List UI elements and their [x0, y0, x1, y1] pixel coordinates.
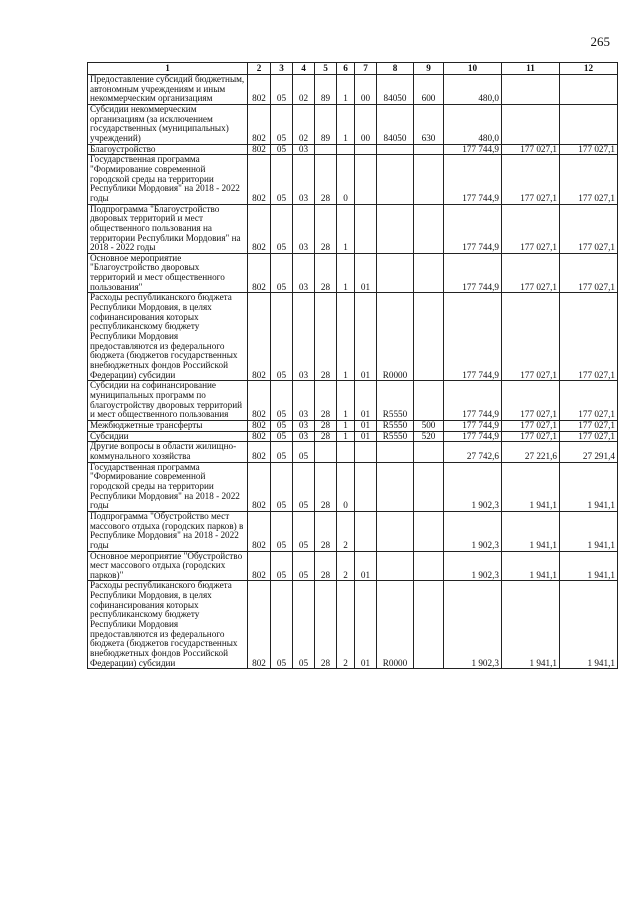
row-program: 28 — [315, 293, 337, 381]
row-name: Расходы республиканского бюджета Республики Мордовия, в целях софинансирования которых республиканскому бюджету Республики Мордовия предоставляются из федерального бюджета (бюджетов государственных внебюджетных фондов Российской Федерации) субсидии — [88, 581, 248, 669]
row-program — [315, 144, 337, 155]
row-amount-2022: 177 027,1 — [560, 381, 618, 421]
row-amount-2020: 177 744,9 — [444, 420, 502, 431]
row-subprogram: 1 — [337, 293, 355, 381]
row-subsection: 03 — [293, 420, 315, 431]
row-admin-code: 802 — [248, 204, 271, 253]
table-row — [88, 104, 618, 144]
row-admin-code: 802 — [248, 155, 271, 204]
row-amount-2022 — [560, 75, 618, 105]
row-section: 05 — [271, 155, 293, 204]
header-cell: 12 — [560, 63, 618, 75]
row-measure — [355, 442, 377, 462]
row-section: 05 — [271, 293, 293, 381]
row-name: Субсидии — [88, 431, 248, 442]
row-program: 28 — [315, 462, 337, 511]
row-direction — [377, 253, 414, 293]
row-program: 28 — [315, 551, 337, 581]
header-cell: 7 — [355, 63, 377, 75]
row-direction: 84050 — [377, 75, 414, 105]
row-subsection: 03 — [293, 144, 315, 155]
row-expense-type — [414, 581, 444, 669]
row-expense-type — [414, 462, 444, 511]
header-cell: 6 — [337, 63, 355, 75]
row-program: 28 — [315, 155, 337, 204]
row-subprogram: 1 — [337, 431, 355, 442]
row-amount-2021: 1 941,1 — [502, 462, 560, 511]
row-subprogram: 1 — [337, 381, 355, 421]
row-name: Благоустройство — [88, 144, 248, 155]
row-program: 28 — [315, 253, 337, 293]
row-amount-2020: 1 902,3 — [444, 511, 502, 551]
row-amount-2020: 177 744,9 — [444, 144, 502, 155]
row-measure — [355, 462, 377, 511]
row-program — [315, 442, 337, 462]
header-cell: 5 — [315, 63, 337, 75]
page-number: 265 — [590, 34, 610, 49]
row-name: Субсидии на софинансирование муниципальных программ по благоустройству дворовых территорий и мест общественного пользования — [88, 381, 248, 421]
row-amount-2022: 177 027,1 — [560, 431, 618, 442]
table-row — [88, 551, 618, 581]
row-subsection: 03 — [293, 155, 315, 204]
row-expense-type — [414, 381, 444, 421]
row-amount-2022: 177 027,1 — [560, 144, 618, 155]
row-amount-2020: 1 902,3 — [444, 462, 502, 511]
row-measure: 01 — [355, 581, 377, 669]
row-admin-code: 802 — [248, 551, 271, 581]
row-amount-2021 — [502, 104, 560, 144]
row-amount-2022: 1 941,1 — [560, 581, 618, 669]
row-subsection: 05 — [293, 581, 315, 669]
row-amount-2022: 177 027,1 — [560, 204, 618, 253]
row-subprogram — [337, 442, 355, 462]
row-amount-2021: 177 027,1 — [502, 381, 560, 421]
row-expense-type: 500 — [414, 420, 444, 431]
header-cell: 2 — [248, 63, 271, 75]
row-admin-code: 802 — [248, 381, 271, 421]
row-direction — [377, 551, 414, 581]
row-admin-code: 802 — [248, 104, 271, 144]
row-measure: 01 — [355, 420, 377, 431]
header-row — [88, 63, 618, 75]
row-measure — [355, 511, 377, 551]
row-name: Субсидии некоммерческим организациям (за исключением государственных (муниципальных) учреждений) — [88, 104, 248, 144]
table-row — [88, 462, 618, 511]
table-row — [88, 511, 618, 551]
row-program: 28 — [315, 381, 337, 421]
row-admin-code: 802 — [248, 144, 271, 155]
row-subprogram — [337, 144, 355, 155]
row-direction — [377, 155, 414, 204]
row-section: 05 — [271, 511, 293, 551]
row-measure — [355, 155, 377, 204]
row-section: 05 — [271, 204, 293, 253]
row-program: 28 — [315, 581, 337, 669]
row-program: 28 — [315, 204, 337, 253]
row-amount-2020: 480,0 — [444, 75, 502, 105]
row-measure: 01 — [355, 551, 377, 581]
row-subprogram: 0 — [337, 462, 355, 511]
row-subsection: 03 — [293, 253, 315, 293]
header-cell: 8 — [377, 63, 414, 75]
row-amount-2022: 1 941,1 — [560, 511, 618, 551]
row-section: 05 — [271, 420, 293, 431]
row-admin-code: 802 — [248, 253, 271, 293]
row-amount-2021: 177 027,1 — [502, 155, 560, 204]
row-expense-type — [414, 253, 444, 293]
table-row — [88, 75, 618, 105]
row-subsection: 05 — [293, 442, 315, 462]
row-measure: 01 — [355, 381, 377, 421]
row-expense-type — [414, 144, 444, 155]
header-cell: 1 — [88, 63, 248, 75]
row-expense-type: 600 — [414, 75, 444, 105]
row-name: Расходы республиканского бюджета Республики Мордовия, в целях софинансирования которых республиканскому бюджету Республики Мордовия предоставляются из федерального бюджета (бюджетов государственных внебюджетных фондов Российской Федерации) субсидии — [88, 293, 248, 381]
row-program: 89 — [315, 104, 337, 144]
row-amount-2021: 177 027,1 — [502, 144, 560, 155]
row-amount-2022 — [560, 104, 618, 144]
row-subsection: 03 — [293, 431, 315, 442]
row-section: 05 — [271, 75, 293, 105]
row-section: 05 — [271, 551, 293, 581]
row-direction: R5550 — [377, 431, 414, 442]
row-amount-2022: 177 027,1 — [560, 420, 618, 431]
table-row — [88, 442, 618, 462]
table-row — [88, 420, 618, 431]
row-name: Подпрограмма "Благоустройство дворовых территорий и мест общественного пользования на территории Республики Мордовия" на 2018 - 2022 годы — [88, 204, 248, 253]
row-subprogram: 1 — [337, 104, 355, 144]
row-amount-2020: 27 742,6 — [444, 442, 502, 462]
row-name: Государственная программа "Формирование современной городской среды на территории Республики Мордовия" на 2018 - 2022 годы — [88, 155, 248, 204]
row-amount-2021: 177 027,1 — [502, 204, 560, 253]
table-body — [88, 75, 618, 669]
table-row — [88, 155, 618, 204]
row-section: 05 — [271, 462, 293, 511]
row-amount-2020: 177 744,9 — [444, 155, 502, 204]
row-section: 05 — [271, 253, 293, 293]
row-name: Государственная программа "Формирование современной городской среды на территории Республики Мордовия" на 2018 - 2022 годы — [88, 462, 248, 511]
row-name: Основное мероприятие "Обустройство мест массового отдыха (городских парков)" — [88, 551, 248, 581]
row-amount-2020: 177 744,9 — [444, 431, 502, 442]
row-subsection: 05 — [293, 551, 315, 581]
row-subprogram: 2 — [337, 551, 355, 581]
row-program: 89 — [315, 75, 337, 105]
row-admin-code: 802 — [248, 420, 271, 431]
row-admin-code: 802 — [248, 581, 271, 669]
row-name: Другие вопросы в области жилищно-коммунального хозяйства — [88, 442, 248, 462]
row-amount-2021: 1 941,1 — [502, 581, 560, 669]
row-amount-2022: 27 291,4 — [560, 442, 618, 462]
budget-table — [87, 62, 618, 669]
row-amount-2021: 177 027,1 — [502, 431, 560, 442]
row-section: 05 — [271, 442, 293, 462]
row-section: 05 — [271, 144, 293, 155]
row-program: 28 — [315, 420, 337, 431]
header-cell: 9 — [414, 63, 444, 75]
row-expense-type — [414, 511, 444, 551]
row-expense-type — [414, 204, 444, 253]
row-amount-2020: 177 744,9 — [444, 253, 502, 293]
row-subsection: 02 — [293, 75, 315, 105]
row-subsection: 05 — [293, 511, 315, 551]
row-expense-type — [414, 442, 444, 462]
row-subprogram: 2 — [337, 581, 355, 669]
row-subsection: 03 — [293, 381, 315, 421]
row-amount-2021: 177 027,1 — [502, 293, 560, 381]
row-name: Основное мероприятие "Благоустройство дворовых территорий и мест общественного пользования" — [88, 253, 248, 293]
row-direction: R5550 — [377, 381, 414, 421]
row-subprogram: 0 — [337, 155, 355, 204]
row-direction — [377, 442, 414, 462]
row-amount-2021: 27 221,6 — [502, 442, 560, 462]
row-subsection: 03 — [293, 293, 315, 381]
row-admin-code: 802 — [248, 462, 271, 511]
row-subprogram: 1 — [337, 420, 355, 431]
row-amount-2021 — [502, 75, 560, 105]
header-cell: 10 — [444, 63, 502, 75]
row-subprogram: 2 — [337, 511, 355, 551]
row-subprogram: 1 — [337, 204, 355, 253]
row-section: 05 — [271, 581, 293, 669]
row-amount-2020: 177 744,9 — [444, 381, 502, 421]
row-amount-2021: 1 941,1 — [502, 511, 560, 551]
row-amount-2022: 177 027,1 — [560, 155, 618, 204]
row-expense-type — [414, 551, 444, 581]
row-amount-2020: 177 744,9 — [444, 204, 502, 253]
row-name: Предоставление субсидий бюджетным, автономным учреждениям и иным некоммерческим организациям — [88, 75, 248, 105]
row-amount-2022: 1 941,1 — [560, 462, 618, 511]
row-subsection: 02 — [293, 104, 315, 144]
row-direction — [377, 204, 414, 253]
row-amount-2020: 1 902,3 — [444, 551, 502, 581]
table-row — [88, 204, 618, 253]
row-measure — [355, 144, 377, 155]
header-cell: 4 — [293, 63, 315, 75]
row-measure — [355, 204, 377, 253]
row-admin-code: 802 — [248, 75, 271, 105]
row-direction: 84050 — [377, 104, 414, 144]
row-measure: 00 — [355, 104, 377, 144]
row-amount-2022: 177 027,1 — [560, 293, 618, 381]
row-amount-2020: 480,0 — [444, 104, 502, 144]
row-amount-2022: 1 941,1 — [560, 551, 618, 581]
row-admin-code: 802 — [248, 442, 271, 462]
row-program: 28 — [315, 511, 337, 551]
table-row — [88, 381, 618, 421]
row-name: Межбюджетные трансферты — [88, 420, 248, 431]
table-row — [88, 431, 618, 442]
row-subsection: 03 — [293, 204, 315, 253]
table-row — [88, 144, 618, 155]
row-measure: 00 — [355, 75, 377, 105]
row-amount-2020: 1 902,3 — [444, 581, 502, 669]
row-expense-type: 630 — [414, 104, 444, 144]
table-row — [88, 293, 618, 381]
row-subprogram: 1 — [337, 253, 355, 293]
row-section: 05 — [271, 104, 293, 144]
table-row — [88, 253, 618, 293]
row-direction: R5550 — [377, 420, 414, 431]
row-direction — [377, 462, 414, 511]
row-amount-2022: 177 027,1 — [560, 253, 618, 293]
row-direction — [377, 144, 414, 155]
row-expense-type — [414, 293, 444, 381]
row-direction: R0000 — [377, 581, 414, 669]
row-program: 28 — [315, 431, 337, 442]
row-admin-code: 802 — [248, 511, 271, 551]
header-cell: 3 — [271, 63, 293, 75]
row-admin-code: 802 — [248, 293, 271, 381]
row-measure: 01 — [355, 293, 377, 381]
row-expense-type — [414, 155, 444, 204]
row-amount-2021: 177 027,1 — [502, 253, 560, 293]
row-measure: 01 — [355, 253, 377, 293]
row-amount-2021: 1 941,1 — [502, 551, 560, 581]
row-name: Подпрограмма "Обустройство мест массового отдыха (городских парков) в Республике Мордовия" на 2018 - 2022 годы — [88, 511, 248, 551]
row-subprogram: 1 — [337, 75, 355, 105]
row-direction: R0000 — [377, 293, 414, 381]
row-measure: 01 — [355, 431, 377, 442]
row-amount-2021: 177 027,1 — [502, 420, 560, 431]
row-expense-type: 520 — [414, 431, 444, 442]
table-row — [88, 581, 618, 669]
row-section: 05 — [271, 381, 293, 421]
row-direction — [377, 511, 414, 551]
row-section: 05 — [271, 431, 293, 442]
row-admin-code: 802 — [248, 431, 271, 442]
row-subsection: 05 — [293, 462, 315, 511]
row-amount-2020: 177 744,9 — [444, 293, 502, 381]
header-cell: 11 — [502, 63, 560, 75]
